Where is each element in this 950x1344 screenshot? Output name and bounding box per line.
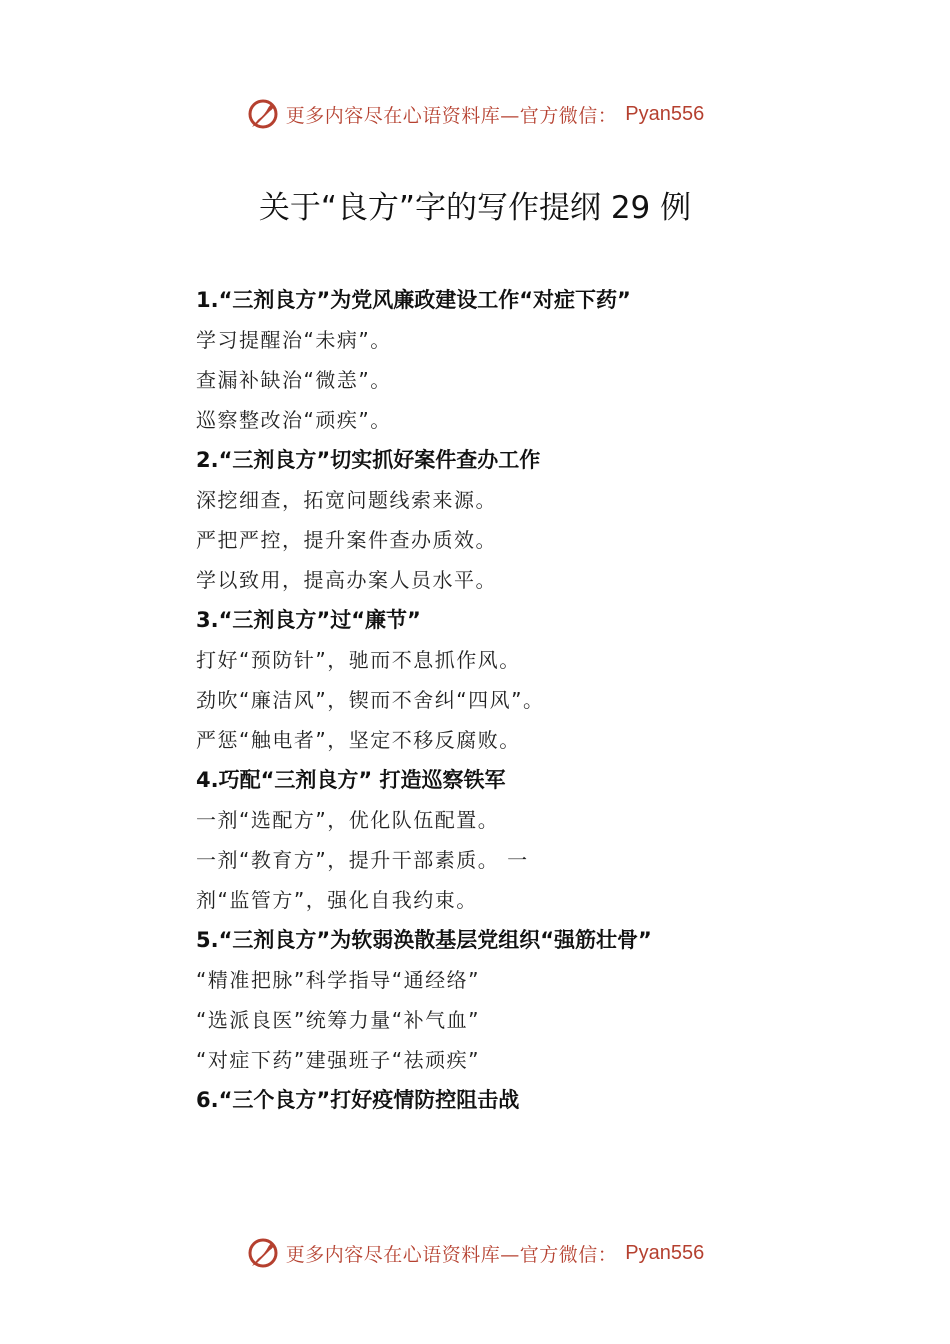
section-heading: 2.“三剂良方”切实抓好案件查办工作 [196, 448, 541, 472]
section-3 [196, 600, 816, 760]
watermark-text: 更多内容尽在心语资料库—官方微信： [285, 1243, 618, 1266]
header-watermark [0, 94, 950, 134]
quill-logo-icon [246, 1236, 280, 1270]
section-line: 严惩“触电者”，坚定不移反腐败。 [196, 728, 521, 752]
section-line: 严把严控，提升案件查办质效。 [196, 528, 497, 552]
watermark-text: 更多内容尽在心语资料库—官方微信： [285, 104, 618, 127]
section-line: 一剂“选配方”，优化队伍配置。 [196, 808, 500, 832]
section-1 [196, 280, 816, 440]
section-line: 巡察整改治“顽疾”。 [196, 408, 392, 432]
watermark-wechat-id: Pyan556 [625, 102, 705, 125]
section-heading: 5.“三剂良方”为软弱涣散基层党组织“强筋壮骨” [196, 928, 652, 952]
footer-watermark [0, 1233, 950, 1273]
section-line: 打好“预防针”，驰而不息抓作风。 [196, 648, 521, 672]
section-line: 深挖细查，拓宽问题线索来源。 [196, 488, 497, 512]
section-heading: 3.“三剂良方”过“廉节” [196, 608, 421, 632]
section-line: “对症下药”建强班子“祛顽疾” [196, 1048, 480, 1072]
section-5 [196, 920, 816, 1080]
document-title: 关于“良方”字的写作提纲 29 例 [258, 190, 692, 226]
watermark-wechat-id: Pyan556 [625, 1241, 705, 1264]
section-line: 学以致用，提高办案人员水平。 [196, 568, 497, 592]
document-body [196, 280, 816, 1120]
section-line: 剂“监管方”，强化自我约束。 [196, 888, 478, 912]
section-line: “精准把脉”科学指导“通经络” [196, 968, 480, 992]
section-line: 查漏补缺治“微恙”。 [196, 368, 392, 392]
section-heading: 6.“三个良方”打好疫情防控阻击战 [196, 1088, 520, 1112]
section-line: 一剂“教育方”，提升干部素质。 一 [196, 848, 529, 872]
section-heading: 4.巧配“三剂良方” 打造巡察铁军 [196, 768, 506, 792]
section-6 [196, 1080, 816, 1120]
section-2 [196, 440, 816, 600]
quill-logo-icon [246, 97, 280, 131]
section-4 [196, 760, 816, 920]
section-line: 学习提醒治“未病”。 [196, 328, 392, 352]
section-heading: 1.“三剂良方”为党风廉政建设工作“对症下药” [196, 288, 631, 312]
section-line: “选派良医”统筹力量“补气血” [196, 1008, 480, 1032]
section-line: 劲吹“廉洁风”，锲而不舍纠“四风”。 [196, 688, 545, 712]
